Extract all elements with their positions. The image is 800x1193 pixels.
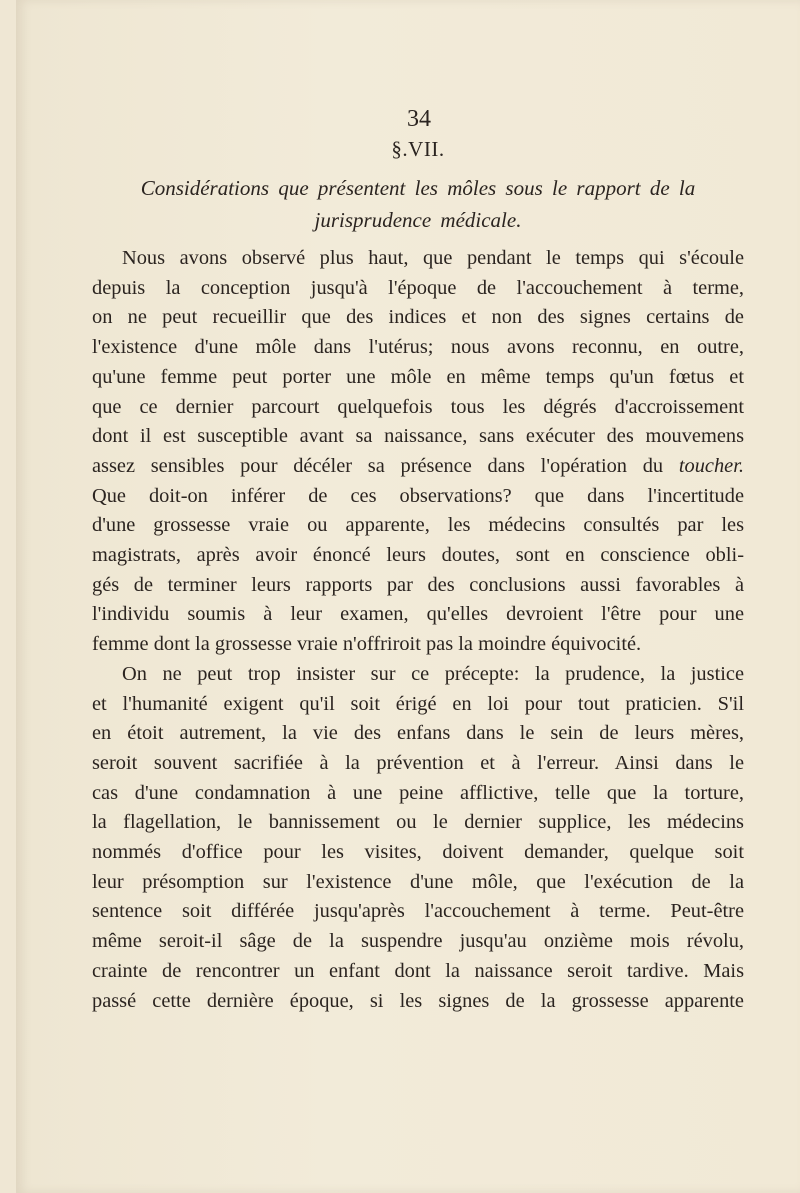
page-text [92, 106, 744, 1016]
text-line: crainte de rencontrer un enfant dont la naissance seroit tardive. Mais [92, 959, 744, 982]
text-line: cas d'une condamnation à une peine afflictive, telle que la torture, [92, 781, 744, 804]
italic-word: toucher. [678, 454, 744, 477]
text-line: passé cette dernière époque, si les signes de la grossesse apparente [92, 989, 744, 1012]
text-line: leur présomption sur l'existence d'une môle, que l'exécution de la [92, 870, 744, 893]
text-line: que ce dernier parcourt quelquefois tous les dégrés d'accroissement [92, 395, 744, 418]
text-line: sentence soit différée jusqu'après l'accouchement à terme. Peut-être [92, 900, 744, 923]
text-line: en étoit autrement, la vie des enfans dans le sein de leurs mères, [92, 722, 744, 745]
paragraph-2 [92, 660, 744, 1016]
section-number: §.VII. [391, 137, 445, 161]
text-line-with-italic [92, 452, 744, 482]
text-line: même seroit-il sâge de la suspendre jusqu'au onzième mois révolu, [92, 930, 744, 953]
text-line: Que doit-on inférer de ces observations? que dans l'incertitude [92, 484, 744, 507]
text-line: depuis la conception jusqu'à l'époque de l'accouchement à terme, [92, 276, 744, 299]
text-line: seroit souvent sacrifiée à la prévention et à l'erreur. Ainsi dans le [92, 751, 744, 774]
section-title [92, 172, 744, 236]
paragraph-1 [92, 244, 744, 660]
text-line: d'une grossesse vraie ou apparente, les médecins consultés par les [92, 514, 744, 537]
text-line: on ne peut recueillir que des indices et non des signes certains de [92, 306, 744, 329]
book-page [16, 0, 800, 1193]
section-title-line-1: Considérations que présentent les môles sous le rapport de la [140, 176, 696, 200]
text-line: femme dont la grossesse vraie n'offriroit pas la moindre équivocité. [92, 633, 642, 656]
text-line: magistrats, après avoir énoncé leurs doutes, sont en conscience obli- [92, 544, 744, 567]
section-title-line-2: jurisprudence médicale. [314, 208, 522, 232]
text-line: et l'humanité exigent qu'il soit érigé en loi pour tout praticien. S'il [92, 692, 744, 715]
text-line: nommés d'office pour les visites, doivent demander, quelque soit [92, 841, 744, 864]
text-line: l'individu soumis à leur examen, qu'elles devroient l'être pour une [92, 603, 744, 626]
text-line: l'existence d'une môle dans l'utérus; nous avons reconnu, en outre, [92, 336, 744, 359]
text-line: gés de terminer leurs rapports par des conclusions aussi favorables à [92, 573, 744, 596]
text-line: On ne peut trop insister sur ce précepte: la prudence, la justice [122, 662, 744, 685]
text-line: assez sensibles pour décéler sa présence dans l'opération du [92, 454, 664, 477]
text-line: dont il est susceptible avant sa naissance, sans exécuter des mouvemens [92, 425, 744, 448]
text-line: la flagellation, le bannissement ou le dernier supplice, les médecins [92, 811, 744, 834]
text-line: Nous avons observé plus haut, que pendant le temps qui s'écoule [122, 247, 744, 269]
text-line: qu'une femme peut porter une môle en même temps qu'un fœtus et [92, 365, 744, 388]
page-number: 34 [407, 106, 431, 132]
